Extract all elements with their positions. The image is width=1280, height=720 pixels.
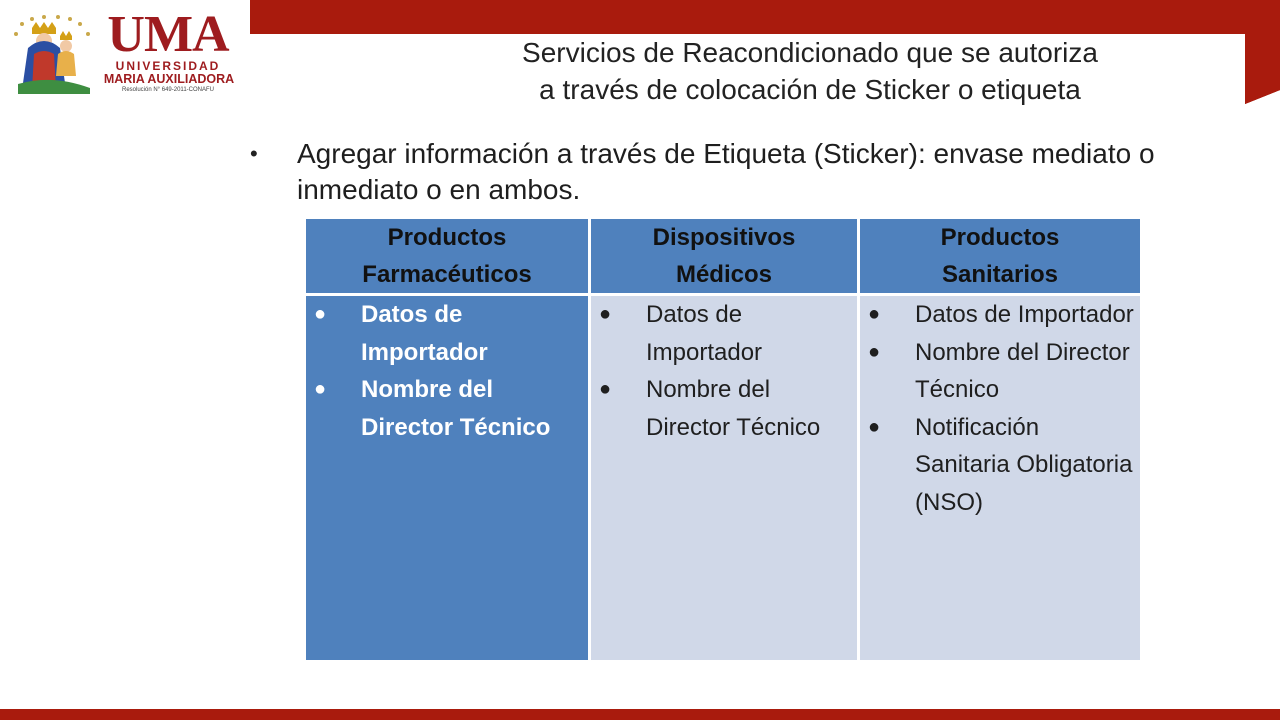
list-item (860, 296, 1140, 334)
madonna-emblem-icon (10, 14, 94, 94)
list-item-text: Nombre del Director Técnico (646, 376, 821, 441)
header-text: Farmacéuticos (362, 261, 532, 288)
cell-list (306, 296, 588, 446)
bullet-icon: ● (599, 303, 612, 325)
list-item-text: Nombre del Director Técnico (915, 338, 1130, 403)
table-cell-pharmaceutical (306, 296, 588, 660)
bullet-icon: ● (314, 303, 327, 325)
logo-university-label: UNIVERSIDAD (115, 59, 221, 73)
products-table (306, 219, 1140, 660)
bullet-icon: ● (599, 378, 612, 400)
slide-title-line-1: Servicios de Reacondicionado que se autoriza (522, 37, 1098, 68)
list-item-text: Datos de Importador (361, 301, 488, 366)
table-header-pharmaceutical (306, 219, 588, 293)
bullet-text: Agregar información a través de Etiqueta (Sticker): envase mediato o inmediato o en ambos. (297, 138, 1155, 205)
cell-list (860, 296, 1140, 521)
table-header-medical-devices (591, 219, 857, 293)
header-text: Médicos (675, 261, 772, 288)
bullet-icon: ● (314, 378, 327, 400)
bullet-icon: • (250, 141, 258, 166)
list-item-text: Nombre del Director Técnico (361, 376, 551, 441)
list-item (306, 371, 588, 446)
bullet-icon: ● (868, 340, 881, 363)
logo-resolution: Resolución N° 649-2011-CONAFU (122, 87, 214, 93)
logo-acronym: UMA (107, 6, 229, 63)
list-item (591, 371, 857, 446)
list-item (306, 296, 588, 371)
cell-list (591, 296, 857, 446)
header-text: Sanitarios (941, 261, 1059, 288)
logo-university-name: MARIA AUXILIADORA (103, 72, 235, 86)
header-text: Productos (940, 224, 1060, 251)
table-cell-sanitary-products (860, 296, 1140, 660)
top-red-band (245, 0, 1280, 34)
list-item (860, 409, 1140, 522)
bullet-icon: ● (868, 303, 881, 325)
university-logo (0, 0, 250, 130)
slide-title (470, 34, 1150, 108)
slide-title-line-2: a través de colocación de Sticker o etiqueta (539, 74, 1081, 105)
header-text: Dispositivos (652, 224, 796, 251)
list-item-text: Notificación Sanitaria Obligatoria (NSO) (915, 413, 1133, 516)
header-text: Productos (387, 224, 507, 251)
table-cell-medical-devices (591, 296, 857, 660)
list-item (860, 334, 1140, 409)
table-header-sanitary-products (860, 219, 1140, 293)
list-item-text: Datos de Importador (646, 301, 763, 366)
bullet-icon: ● (868, 415, 881, 438)
list-item (591, 296, 857, 371)
list-item-text: Datos de Importador (915, 301, 1134, 328)
right-red-accent (1245, 34, 1280, 90)
bottom-red-band (0, 709, 1280, 720)
